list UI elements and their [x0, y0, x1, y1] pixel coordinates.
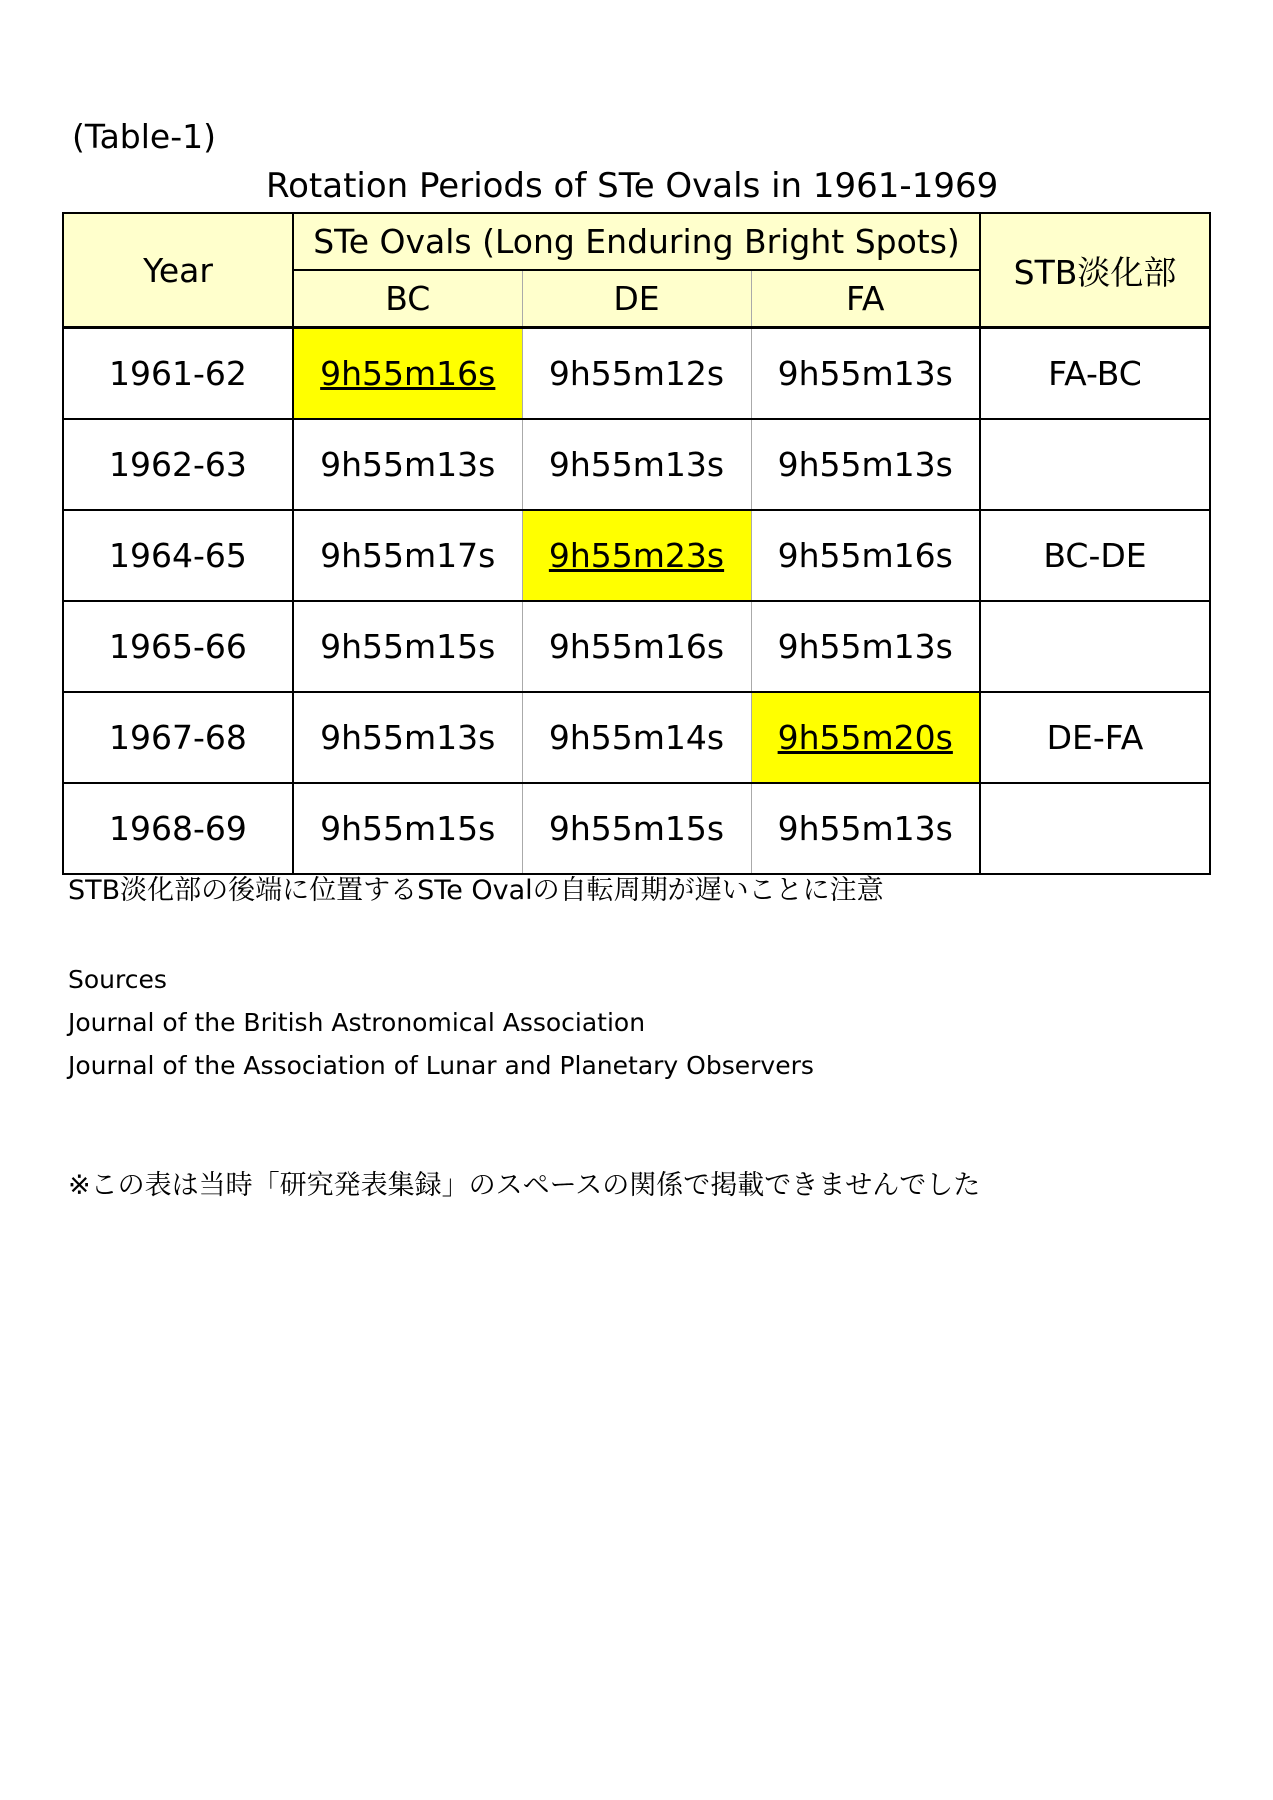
stb-cell [980, 783, 1210, 874]
stb-cell: DE-FA [980, 692, 1210, 783]
bc-cell: 9h55m13s [293, 419, 522, 510]
table-row [63, 601, 1210, 692]
ste-ovals-header: STe Ovals (Long Enduring Bright Spots) [293, 213, 980, 270]
table-label: (Table-1) [72, 117, 216, 156]
stb-cell: BC-DE [980, 510, 1210, 601]
bc-cell: 9h55m15s [293, 601, 522, 692]
table-row [63, 510, 1210, 601]
table-row [63, 783, 1210, 874]
fa-cell: 9h55m13s [751, 328, 980, 420]
year-cell: 1961-62 [63, 328, 293, 420]
de-cell: 9h55m13s [522, 419, 751, 510]
de-cell: 9h55m16s [522, 601, 751, 692]
year-cell: 1965-66 [63, 601, 293, 692]
table-title: Rotation Periods of STe Ovals in 1961-1969 [266, 166, 999, 206]
bc-cell: 9h55m13s [293, 692, 522, 783]
year-cell: 1962-63 [63, 419, 293, 510]
year-cell: 1967-68 [63, 692, 293, 783]
rotation-periods-table [62, 212, 1211, 875]
fa-cell: 9h55m13s [751, 783, 980, 874]
year-header: Year [63, 213, 293, 328]
source-item: Journal of the British Astronomical Association [68, 1008, 646, 1037]
stb-cell [980, 601, 1210, 692]
table-row [63, 692, 1210, 783]
fa-cell: 9h55m16s [751, 510, 980, 601]
stb-cell [980, 419, 1210, 510]
de-cell: 9h55m15s [522, 783, 751, 874]
year-cell: 1964-65 [63, 510, 293, 601]
table-row [63, 419, 1210, 510]
sources-heading: Sources [68, 965, 167, 994]
fa-header: FA [751, 270, 980, 328]
year-cell: 1968-69 [63, 783, 293, 874]
table-note: STB淡化部の後端に位置するSTe Ovalの自転周期が遅いことに注意 [68, 875, 884, 906]
fa-cell: 9h55m20s [751, 692, 980, 783]
header-row-1 [63, 213, 1210, 270]
fa-cell: 9h55m13s [751, 601, 980, 692]
publication-remark: ※この表は当時「研究発表集録」のスペースの関係で掲載できませんでした [68, 1170, 981, 1201]
de-cell: 9h55m12s [522, 328, 751, 420]
bc-cell: 9h55m17s [293, 510, 522, 601]
stb-header: STB淡化部 [980, 213, 1210, 328]
de-cell: 9h55m23s [522, 510, 751, 601]
sources-block [68, 958, 814, 1087]
bc-cell: 9h55m16s [293, 328, 522, 420]
stb-cell: FA-BC [980, 328, 1210, 420]
bc-cell: 9h55m15s [293, 783, 522, 874]
de-cell: 9h55m14s [522, 692, 751, 783]
table-row [63, 328, 1210, 420]
source-item: Journal of the Association of Lunar and Planetary Observers [68, 1051, 814, 1080]
de-header: DE [522, 270, 751, 328]
bc-header: BC [293, 270, 522, 328]
fa-cell: 9h55m13s [751, 419, 980, 510]
